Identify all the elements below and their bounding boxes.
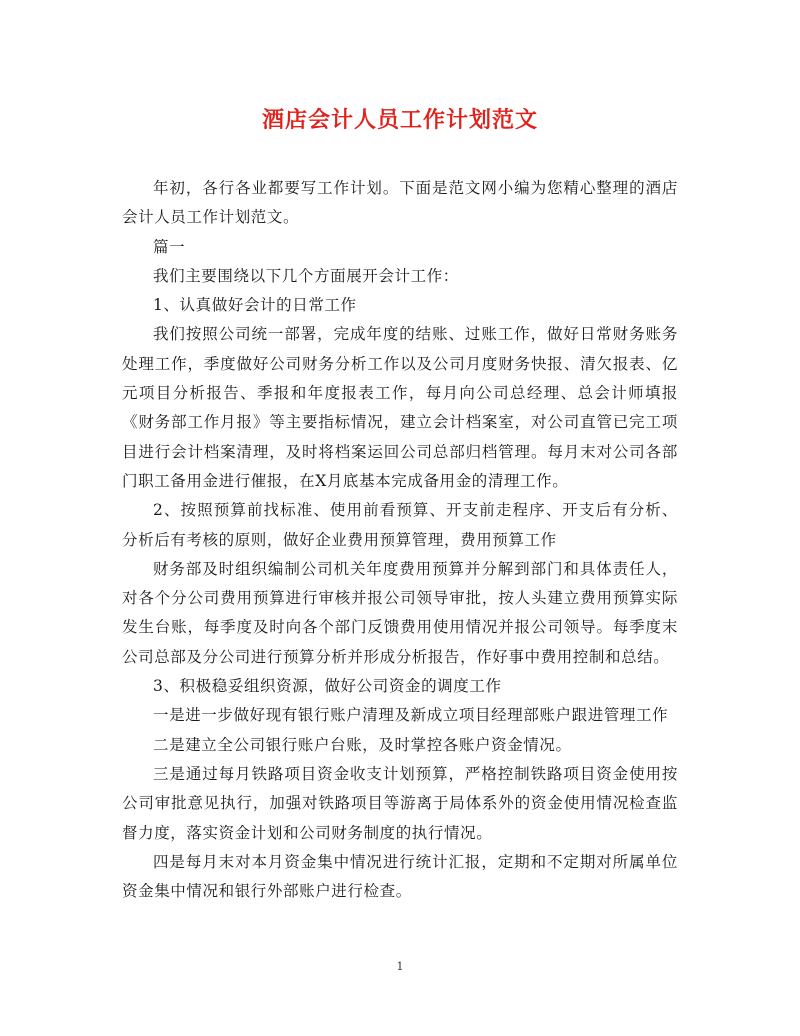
point-1: 一是进一步做好现有银行账户清理及新成立项目经理部账户跟进管理工作	[153, 706, 669, 725]
point-2: 二是建立全公司银行账户台账，及时掌控各账户资金情况。	[153, 735, 572, 754]
document-title: 酒店会计人员工作计划范文	[261, 107, 538, 133]
page-number: 1	[396, 960, 404, 973]
intro-paragraph: 年初，各行各业都要写工作计划。下面是范文网小编为您精心整理的酒店会计人员工作计划范文。	[122, 179, 678, 227]
point-3: 三是通过每月铁路项目资金收支计划预算，严格控制铁路项目资金使用按公司审批意见执行，加强对铁路项目等游离于局体系外的资金使用情况检查监督力度，落实资金计划和公司财务制度的执行情况。	[122, 764, 678, 842]
paragraph-1: 我们按照公司统一部署，完成年度的结账、过账工作，做好日常财务账务处理工作，季度做好公司财务分析工作以及公司月度财务快报、清欠报表、亿元项目分析报告、季报和年度报表工作，每月向公司总经理、总会计师填报《财务部工作月报》等主要指标情况，建立会计档案室，对公司直管已完工项目进行会计档案清理，及时将档案运回公司总部归档管理。每月末对公司各部门职工备用金进行催报，在X月底基本完成备用金的清理工作。	[122, 325, 678, 490]
paragraph-2: 财务部及时组织编制公司机关年度费用预算并分解到部门和具体责任人，对各个分公司费用预算进行审核并报公司领导审批，按人头建立费用预算实际发生台账，每季度及时向各个部门反馈费用使用情况并报公司领导。每季度末公司总部及分公司进行预算分析并形成分析报告，作好事中费用控制和总结。	[122, 559, 678, 666]
heading-3: 3、积极稳妥组织资源，做好公司资金的调度工作	[153, 677, 502, 696]
heading-1: 1、认真做好会计的日常工作	[153, 296, 357, 315]
section-label: 篇一	[153, 237, 186, 256]
heading-2: 2、按照预算前找标准、使用前看预算、开支前走程序、开支后有分析、分析后有考核的原则，做好企业费用预算管理，费用预算工作	[122, 501, 678, 549]
document-body	[122, 174, 678, 906]
point-4: 四是每月末对本月资金集中情况进行统计汇报，定期和不定期对所属单位资金集中情况和银行外部账户进行检查。	[122, 852, 678, 901]
overview-paragraph: 我们主要围绕以下几个方面展开会计工作：	[153, 266, 459, 285]
